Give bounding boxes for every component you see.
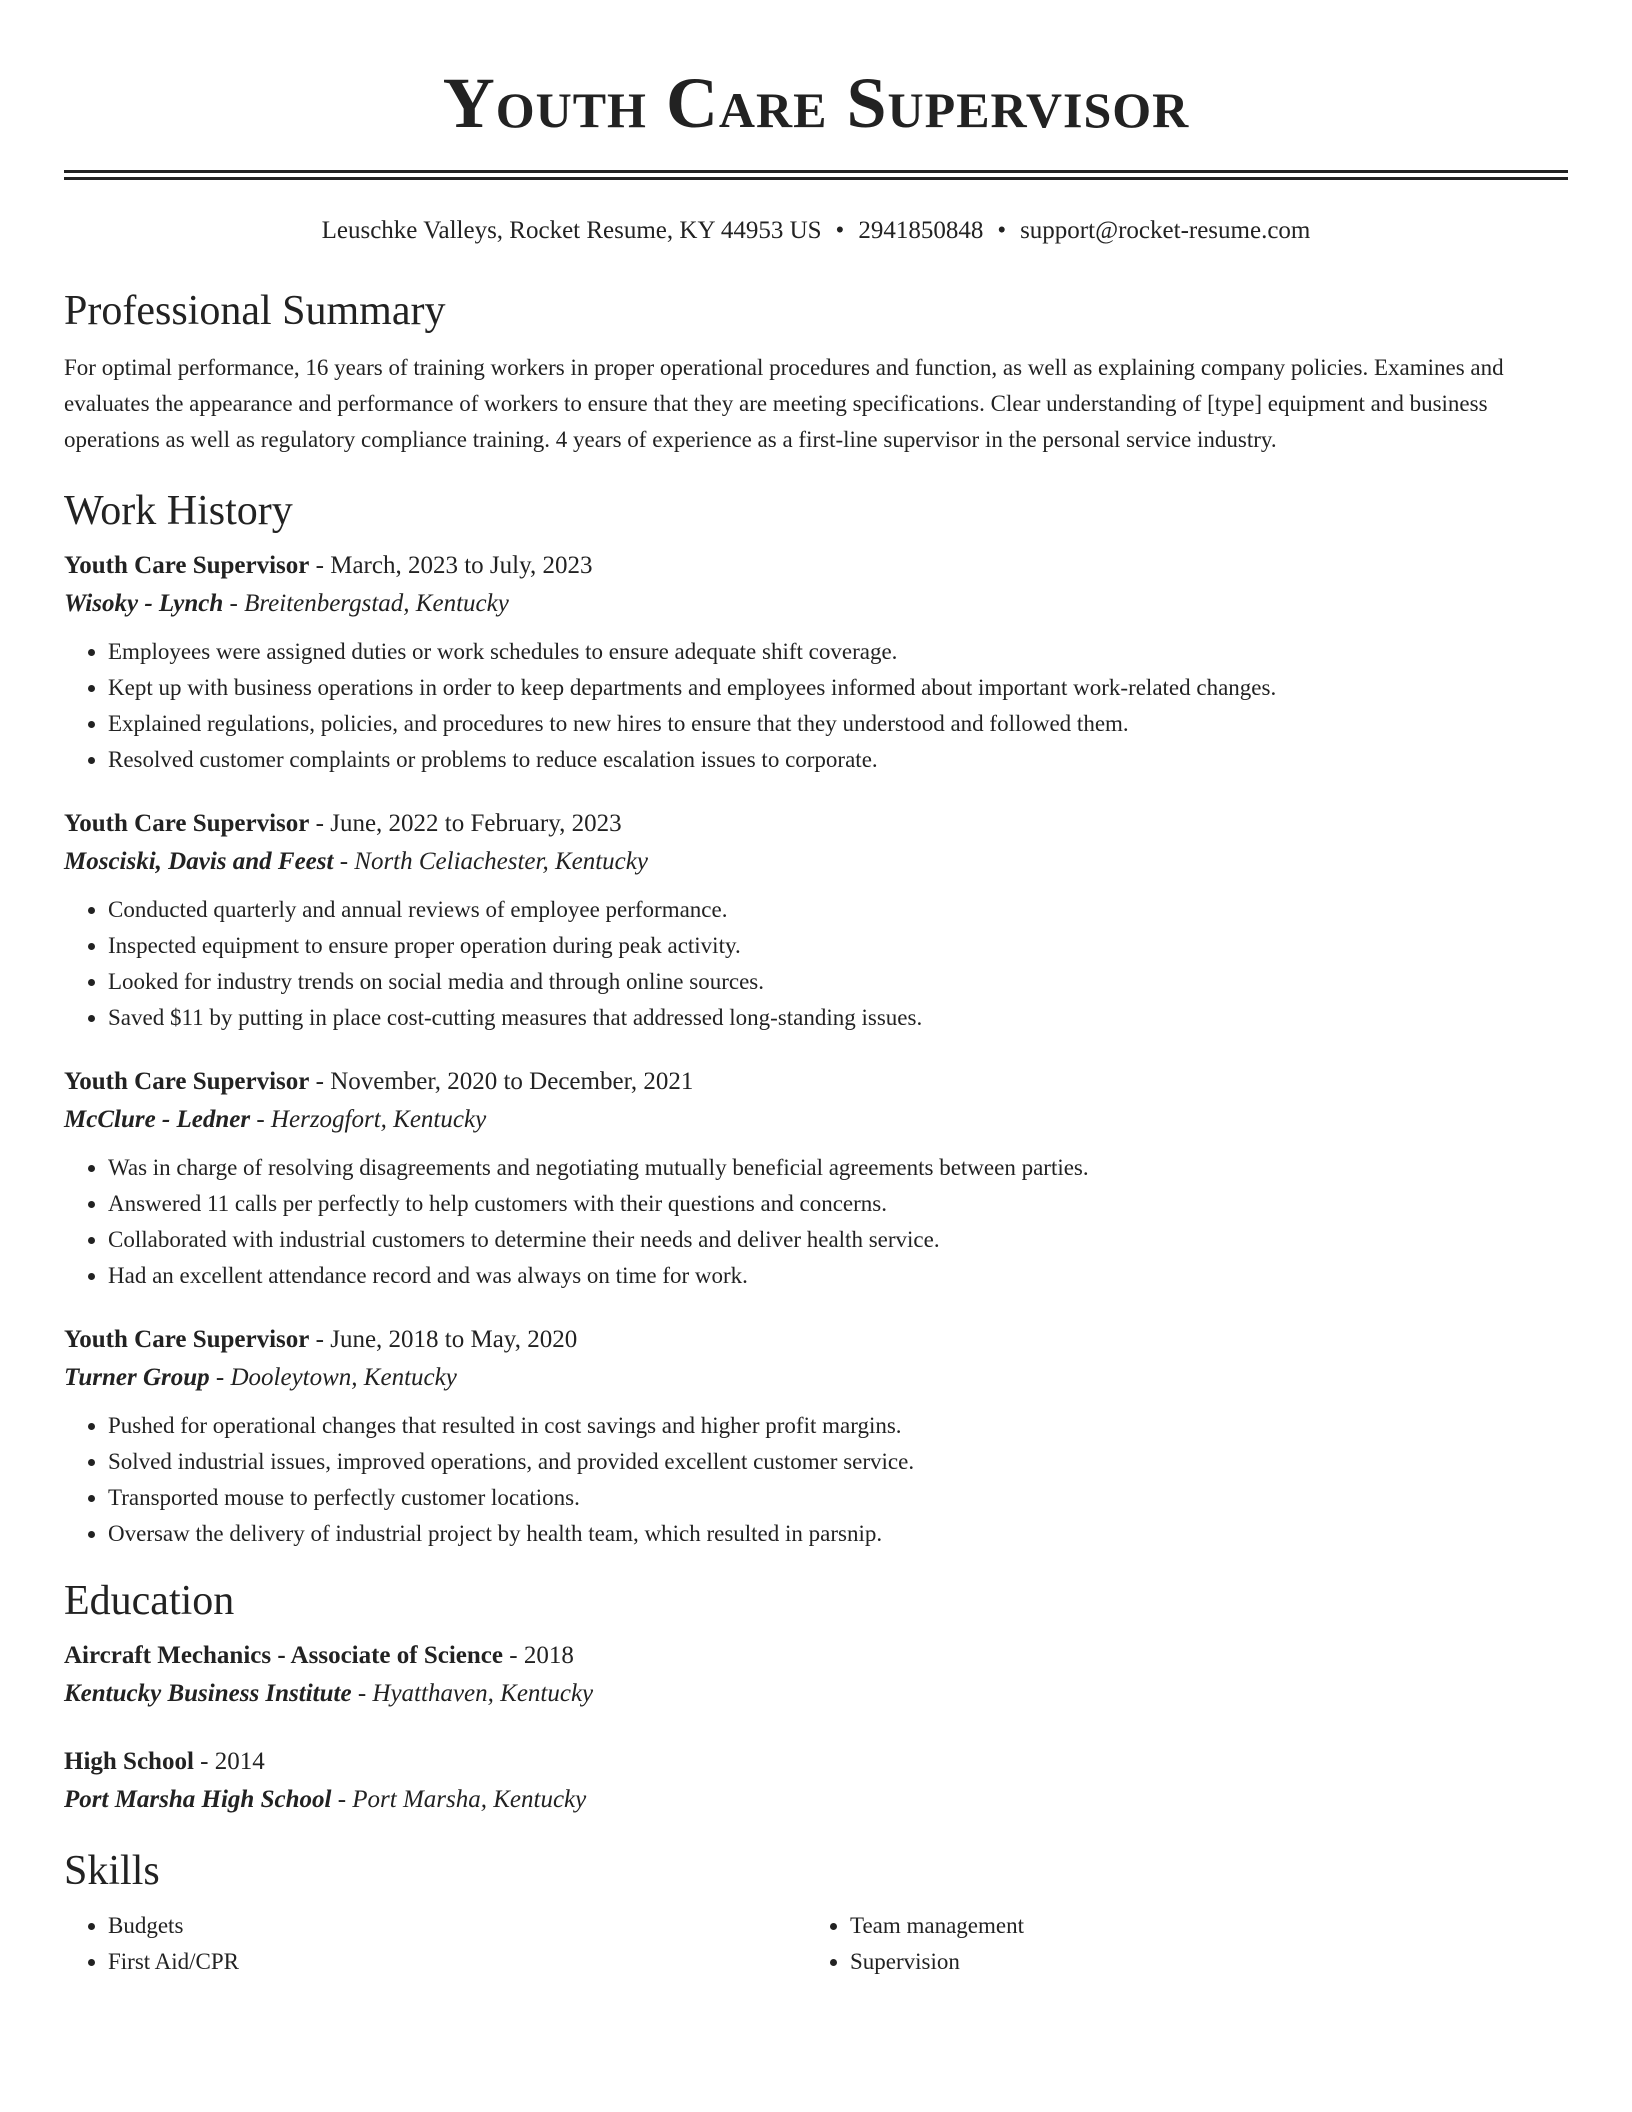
education-school: Kentucky Business Institute [64, 1680, 352, 1707]
work-history-section [64, 486, 1568, 1552]
job-location: - Herzogfort, Kentucky [256, 1106, 487, 1133]
resume-title: Youth Care Supervisor [442, 63, 1190, 143]
list-item: • Transported mouse to perfectly customer locations. [108, 1480, 1568, 1516]
skill-item: • First Aid/CPR [108, 1944, 806, 1980]
list-item: • Was in charge of resolving disagreements and negotiating mutually beneficial agreements between parties. [108, 1150, 1568, 1186]
contact-separator: • [997, 217, 1007, 244]
education-entry [64, 1638, 1568, 1714]
list-item: • Answered 11 calls per perfectly to help customers with their questions and concerns. [108, 1186, 1568, 1222]
skills-heading: Skills [64, 1848, 160, 1894]
list-item: • Conducted quarterly and annual reviews of employee performance. [108, 892, 1568, 928]
job-bullets [64, 892, 1568, 1036]
skill-item: • Team management [850, 1908, 1548, 1944]
education-degree-line [64, 1744, 1568, 1780]
skills-columns [64, 1908, 1568, 1980]
job-header [64, 1064, 1568, 1100]
job-bullets [64, 1408, 1568, 1552]
summary-text: For optimal performance, 16 years of training workers in proper operational procedures and function, as well as explaining company policies. Examines and evaluates the appearance and performance of workers to ensure that they are meeting specifications. Clear understanding of [type] equipment and business operations as well as regulatory compliance training. 4 years of experience as a first-line supervisor in the personal service industry. [64, 355, 1504, 452]
job-header [64, 1322, 1568, 1358]
job-entry [64, 1322, 1568, 1552]
job-bullets [64, 1150, 1568, 1294]
list-item: • Looked for industry trends on social media and through online sources. [108, 964, 1568, 1000]
list-item: • Explained regulations, policies, and procedures to new hires to ensure that they understood and followed them. [108, 706, 1568, 742]
job-dates: - November, 2020 to December, 2021 [315, 1068, 694, 1095]
job-company-line [64, 584, 1568, 624]
job-title: Youth Care Supervisor [64, 1326, 310, 1353]
education-section [64, 1576, 1568, 1820]
education-school: Port Marsha High School [64, 1786, 332, 1813]
education-heading: Education [64, 1578, 235, 1624]
list-item: • Resolved customer complaints or problems to reduce escalation issues to corporate. [108, 742, 1568, 778]
job-company: Wisoky - Lynch [64, 590, 224, 617]
job-title: Youth Care Supervisor [64, 810, 310, 837]
job-entry [64, 548, 1568, 778]
job-entry [64, 806, 1568, 1036]
title-divider [64, 170, 1568, 180]
job-title: Youth Care Supervisor [64, 1068, 310, 1095]
job-company: Turner Group [64, 1364, 210, 1391]
job-dates: - March, 2023 to July, 2023 [315, 552, 593, 579]
summary-heading: Professional Summary [64, 288, 446, 334]
skills-list-left [64, 1908, 806, 1980]
list-item: • Employees were assigned duties or work schedules to ensure adequate shift coverage. [108, 634, 1568, 670]
education-school-line [64, 1674, 1568, 1714]
job-dates: - June, 2018 to May, 2020 [315, 1326, 578, 1353]
contact-email[interactable]: support@rocket-resume.com [1020, 217, 1311, 244]
job-company: Mosciski, Davis and Feest [64, 848, 334, 875]
list-item: • Inspected equipment to ensure proper operation during peak activity. [108, 928, 1568, 964]
contact-line [64, 216, 1568, 246]
summary-section [64, 286, 1568, 458]
job-company-line [64, 842, 1568, 882]
list-item: • Collaborated with industrial customers to determine their needs and deliver health service. [108, 1222, 1568, 1258]
skills-section [64, 1846, 1568, 1980]
list-item: • Kept up with business operations in order to keep departments and employees informed about important work-related changes. [108, 670, 1568, 706]
job-entry [64, 1064, 1568, 1294]
job-location: - North Celiachester, Kentucky [339, 848, 648, 875]
job-dates: - June, 2022 to February, 2023 [315, 810, 622, 837]
list-item: • Pushed for operational changes that resulted in cost savings and higher profit margins. [108, 1408, 1568, 1444]
job-company: McClure - Ledner [64, 1106, 251, 1133]
list-item: • Had an excellent attendance record and was always on time for work. [108, 1258, 1568, 1294]
skills-list-right [806, 1908, 1548, 1980]
work-history-heading: Work History [64, 488, 293, 534]
education-entry [64, 1744, 1568, 1820]
job-bullets [64, 634, 1568, 778]
list-item: • Solved industrial issues, improved operations, and provided excellent customer service. [108, 1444, 1568, 1480]
skill-item: • Supervision [850, 1944, 1548, 1980]
job-header [64, 806, 1568, 842]
job-location: - Breitenbergstad, Kentucky [229, 590, 509, 617]
list-item: • Oversaw the delivery of industrial project by health team, which resulted in parsnip. [108, 1516, 1568, 1552]
job-company-line [64, 1358, 1568, 1398]
list-item: • Saved $11 by putting in place cost-cutting measures that addressed long-standing issues. [108, 1000, 1568, 1036]
contact-address: Leuschke Valleys, Rocket Resume, KY 44953 US [321, 217, 822, 244]
skill-item: • Budgets [108, 1908, 806, 1944]
education-year: - 2018 [509, 1642, 574, 1669]
education-location: - Port Marsha, Kentucky [337, 1786, 587, 1813]
education-degree: Aircraft Mechanics - Associate of Science [64, 1642, 503, 1669]
education-location: - Hyatthaven, Kentucky [357, 1680, 594, 1707]
education-degree-line [64, 1638, 1568, 1674]
job-company-line [64, 1100, 1568, 1140]
job-location: - Dooleytown, Kentucky [215, 1364, 457, 1391]
education-degree: High School [64, 1748, 194, 1775]
job-title: Youth Care Supervisor [64, 552, 310, 579]
education-school-line [64, 1780, 1568, 1820]
job-header [64, 548, 1568, 584]
education-year: - 2014 [200, 1748, 265, 1775]
contact-separator: • [835, 217, 845, 244]
contact-phone: 2941850848 [858, 217, 984, 244]
